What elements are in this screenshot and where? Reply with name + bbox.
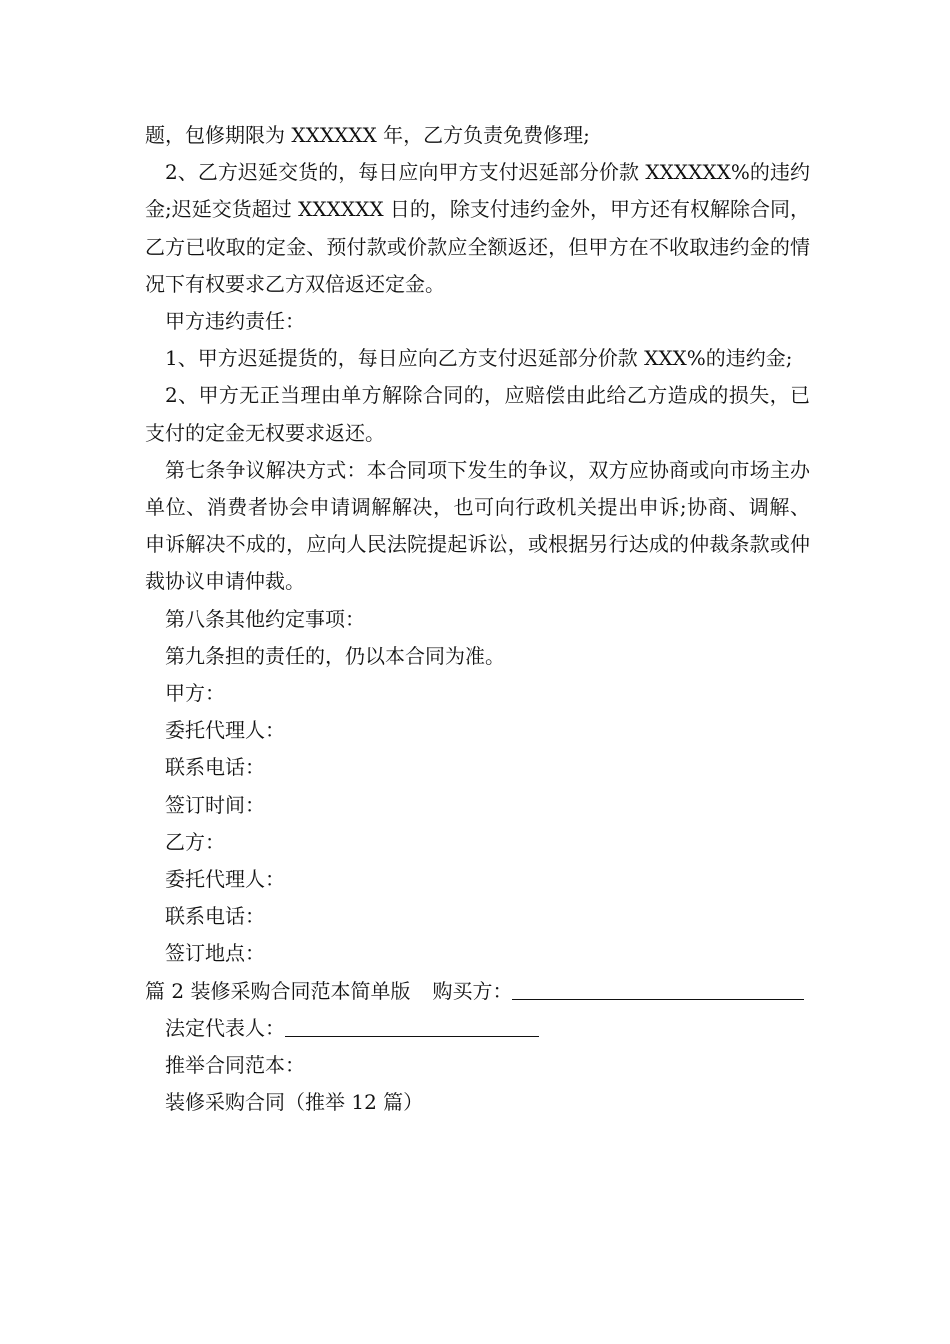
paragraph-buyer-termination: 2、甲方无正当理由单方解除合同的，应赔偿由此给乙方造成的损失，已支付的定金无权要求返还。 [145,383,810,445]
section2-heading: 篇 2 装修采购合同范本简单版 [145,978,411,1003]
label-party-a: 甲方： [165,681,225,706]
paragraph-article-8: 第八条其他约定事项： [165,606,365,631]
legal-rep-line [145,1010,810,1047]
paragraph-seller-delay: 2、乙方迟延交货的，每日应向甲方支付迟延部分价款 XXXXXX%的违约金;迟延交货超过 XXXXXX 日的，除支付违约金外，甲方还有权解除合同，乙方已收取的定金、预付款或价款应全额返还，但甲方在不收取违约金的情况下有权要求乙方双倍返还定金。 [145,160,810,296]
recommend-item: 装修采购合同（推举 12 篇） [165,1090,424,1115]
paragraph-article-7: 第七条争议解决方式：本合同项下发生的争议，双方应协商或向市场主办单位、消费者协会申请调解解决，也可向行政机关提出申诉;协商、调解、申诉解决不成的，应向人民法院提起诉讼，或根据另行达成的仲裁条款或仲裁协议申请仲裁。 [145,457,810,594]
label-sign-time: 签订时间： [165,792,265,817]
document-body [145,117,810,1121]
label-phone-b: 联系电话： [165,904,265,929]
buyer-blank-line [512,979,768,1000]
label-party-b: 乙方： [165,829,225,854]
buyer-blank-line-wrap [768,979,804,1000]
paragraph-buyer-delay: 1、甲方迟延提货的，每日应向乙方支付迟延部分价款 XXX%的违约金; [165,346,793,371]
paragraph-warranty: 题，包修期限为 XXXXXX 年，乙方负责免费修理; [145,123,590,147]
label-agent-b: 委托代理人： [165,867,285,892]
section2-heading-line [145,973,810,1010]
legal-rep-label: 法定代表人： [165,1015,285,1040]
legal-rep-blank-line [285,1016,539,1037]
recommend-label: 推举合同范本： [165,1053,305,1078]
label-sign-place: 签订地点： [165,941,265,966]
paragraph-article-9: 第九条担的责任的，仍以本合同为准。 [165,643,505,668]
buyer-label: 购买方： [432,978,513,1003]
label-agent-a: 委托代理人： [165,718,285,743]
label-phone-a: 联系电话： [165,755,265,780]
paragraph-buyer-liability-heading: 甲方违约责任： [165,309,305,334]
